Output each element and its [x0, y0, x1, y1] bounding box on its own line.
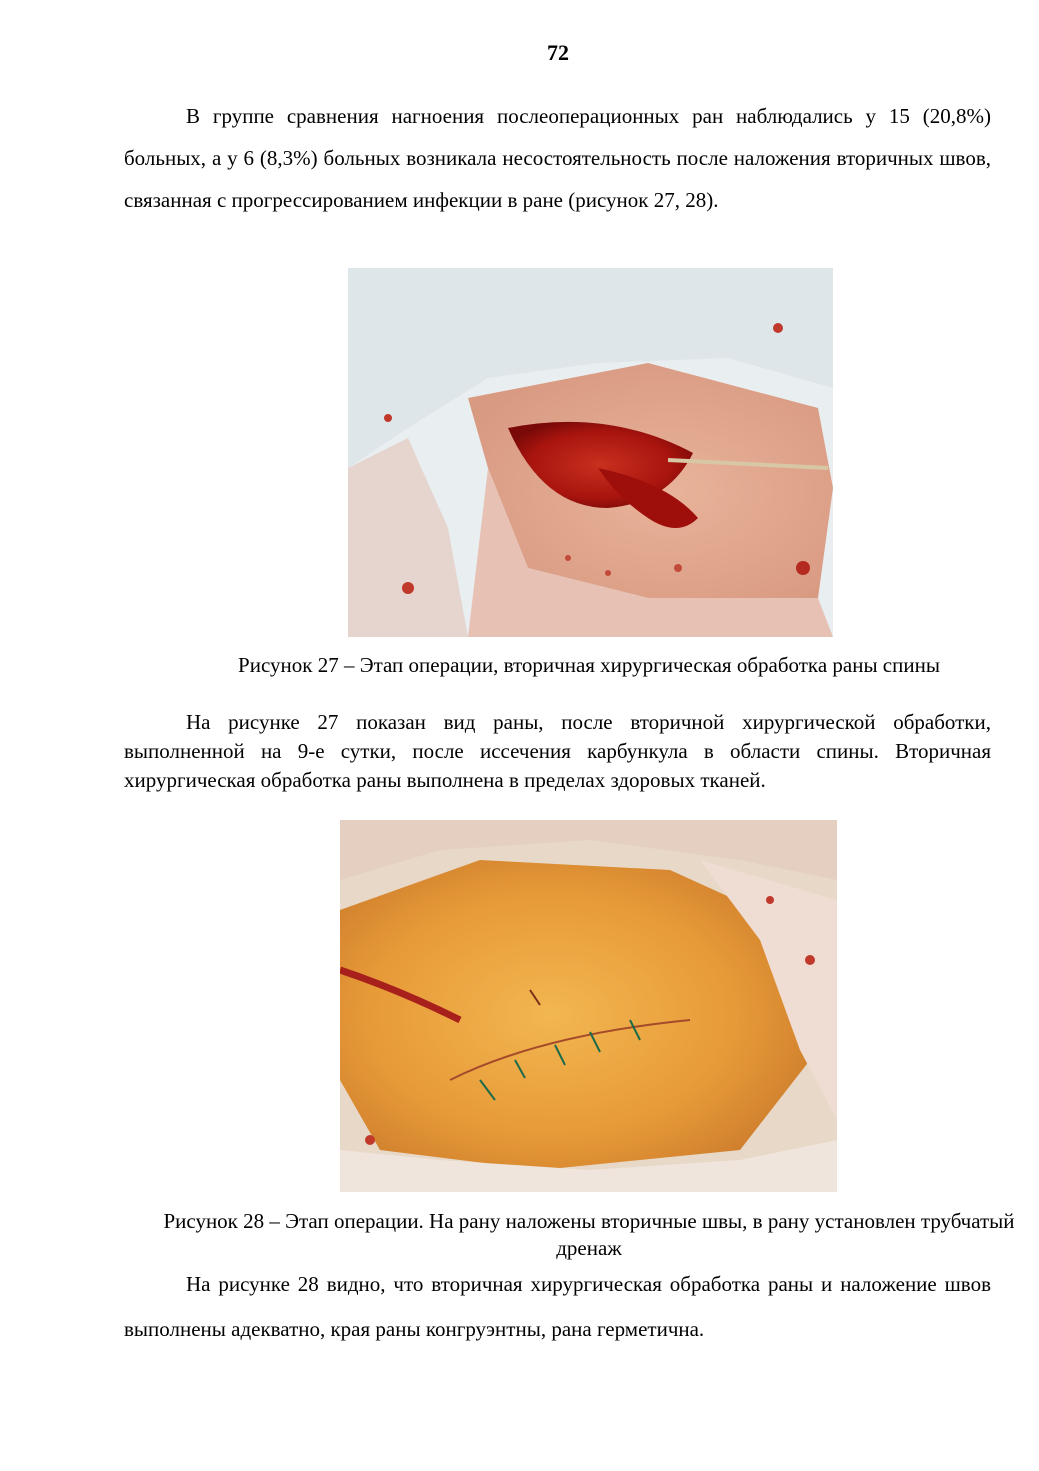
figure-28-photo	[340, 820, 837, 1192]
page-number: 72	[547, 40, 569, 65]
figure-27-caption: Рисунок 27 – Этап операции, вторичная хирургическая обработка раны спины	[238, 653, 940, 677]
figure-28-caption: Рисунок 28 – Этап операции. На рану наложены вторичные швы, в рану установлен трубчатый дренаж	[163, 1209, 1015, 1260]
figure-27-description: На рисунке 27 показан вид раны, после вторичной хирургической обработки, выполненной на 9-е сутки, после иссечения карбункула в области спины. Вторичная хирургическая обработка раны выполнена в пределах здоровых тканей.	[124, 710, 991, 792]
intro-paragraph: В группе сравнения нагноения послеоперационных ран наблюдались у 15 (20,8%) больных, а у 6 (8,3%) больных возникала несостоятельность после наложения вторичных швов, связанная с прогрессированием инфекции в ране (рисунок 27, 28).	[124, 104, 991, 212]
figure-28-description: На рисунке 28 видно, что вторичная хирургическая обработка раны и наложение швов выполнены адекватно, края раны конгруэнтны, рана герметична.	[124, 1272, 991, 1341]
figure-27-photo	[348, 268, 833, 637]
